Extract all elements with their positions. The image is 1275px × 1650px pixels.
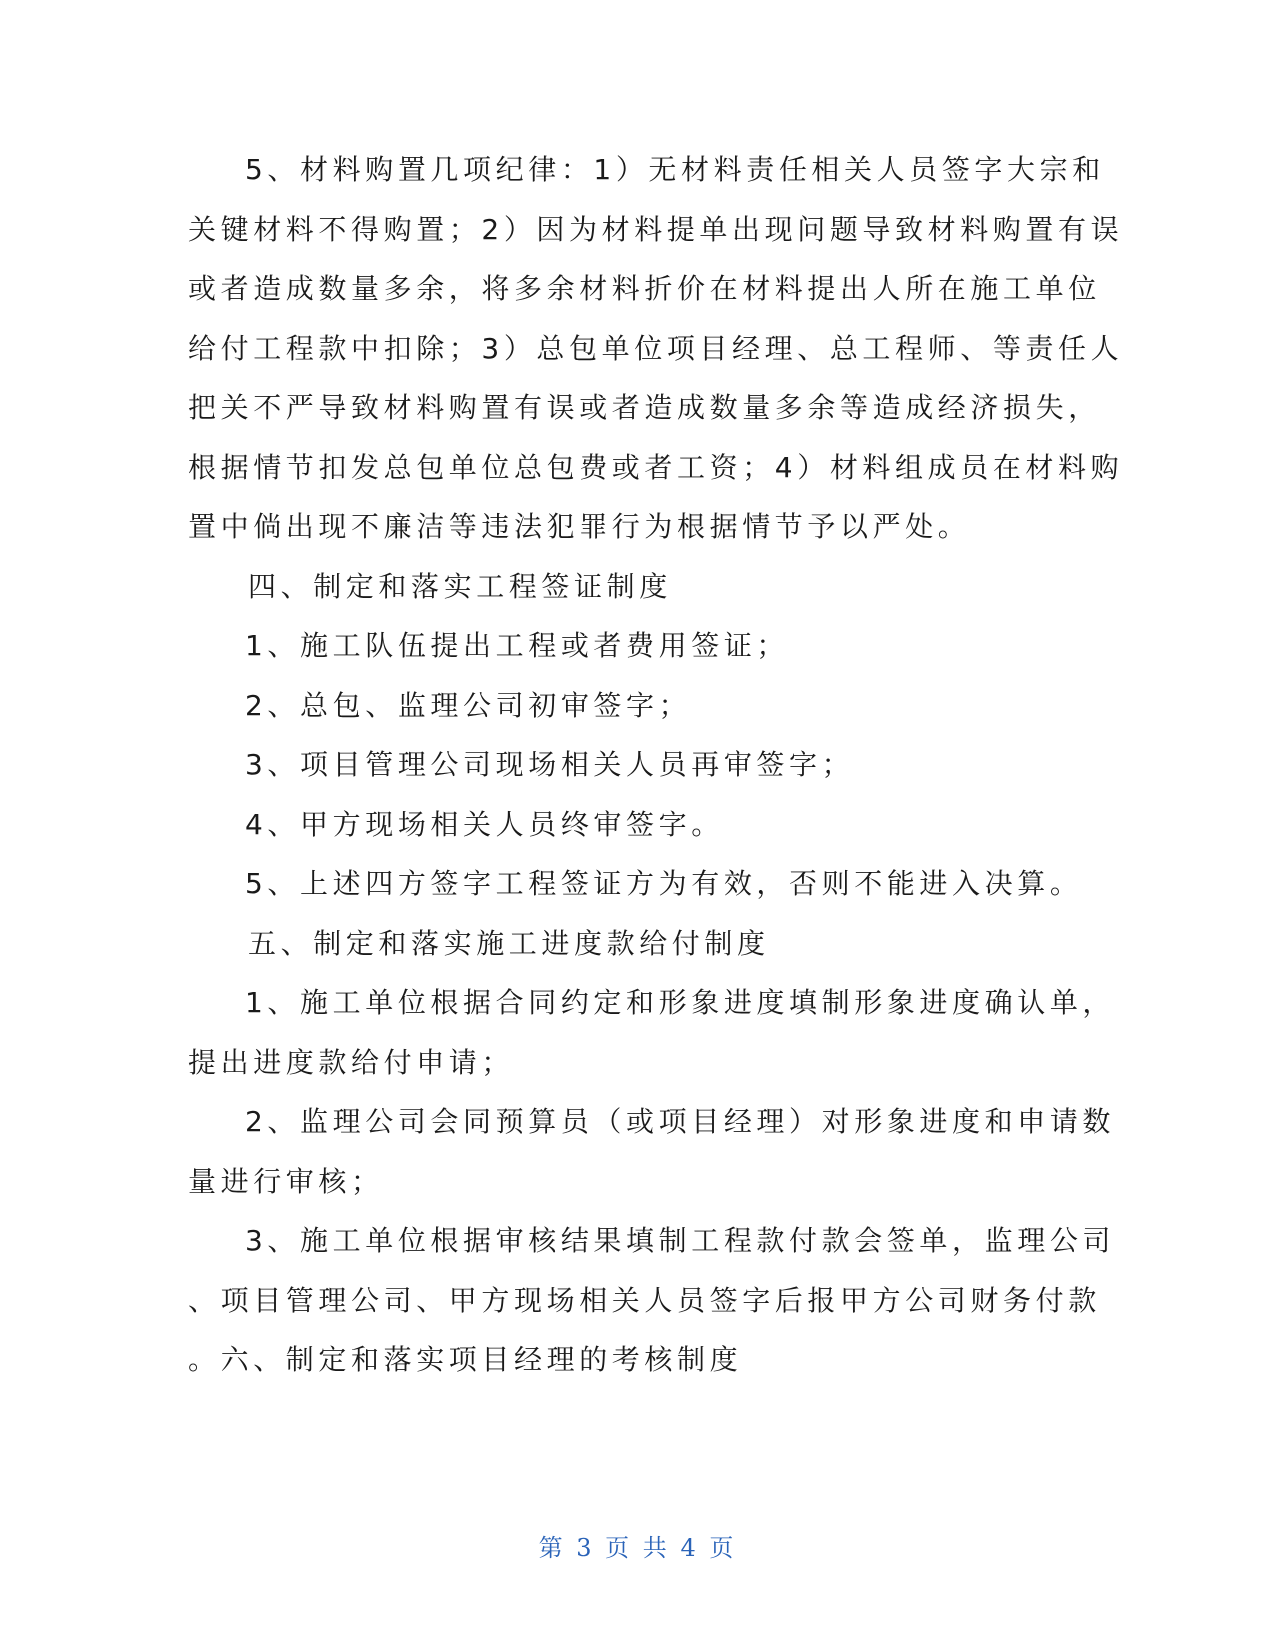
text-line: 5、材料购置几项纪律：1）无材料责任相关人员签字大宗和 — [245, 153, 1105, 186]
list-item: 2、总包、监理公司初审签字； — [245, 688, 692, 722]
section-heading-payment: 五、制定和落实施工进度款给付制度 — [248, 926, 770, 960]
list-item: 3、项目管理公司现场相关人员再审签字； — [245, 748, 855, 781]
text-line: 1、施工单位根据合同约定和形象进度填制形象进度确认单， — [245, 986, 1116, 1019]
list-item: 5、上述四方签字工程签证方为有效，否则不能进入决算。 — [245, 867, 1083, 900]
text-line: 、项目管理公司、甲方现场相关人员签字后报甲方公司财务付款 — [188, 1283, 1101, 1317]
text-line: 。六、制定和落实项目经理的考核制度 — [188, 1343, 743, 1376]
text-line: 或者造成数量多余，将多余材料折价在材料提出人所在施工单位 — [188, 272, 1101, 305]
paragraph-payment-step-1 — [188, 973, 1116, 1092]
text-line: 提出进度款给付申请； — [188, 1045, 515, 1079]
text-line: 关键材料不得购置；2）因为材料提单出现问题导致材料购置有误 — [188, 212, 1124, 246]
paragraph-payment-step-2 — [188, 1092, 1116, 1211]
text-line: 3、施工单位根据审核结果填制工程款付款会签单，监理公司 — [245, 1224, 1116, 1257]
section-heading-visa: 四、制定和落实工程签证制度 — [248, 569, 672, 603]
document-body — [188, 140, 1124, 1390]
text-line: 根据情节扣发总包单位总包费或者工资；4）材料组成员在材料购 — [188, 450, 1124, 484]
text-line: 给付工程款中扣除；3）总包单位项目经理、总工程师、等责任人 — [188, 331, 1124, 365]
text-line: 置中倘出现不廉洁等违法犯罪行为根据情节予以严处。 — [188, 510, 971, 543]
paragraph-material-rules — [188, 140, 1124, 557]
list-item: 1、施工队伍提出工程或者费用签证； — [245, 629, 790, 662]
paragraph-payment-step-3 — [188, 1211, 1116, 1390]
text-line: 2、监理公司会同预算员（或项目经理）对形象进度和申请数 — [245, 1105, 1116, 1138]
text-line: 把关不严导致材料购置有误或者造成数量多余等造成经济损失， — [188, 391, 1101, 424]
list-item: 4、甲方现场相关人员终审签字。 — [245, 807, 724, 841]
text-line: 量进行审核； — [188, 1164, 384, 1198]
page-number-footer: 第 3 页 共 4 页 — [538, 1534, 737, 1562]
